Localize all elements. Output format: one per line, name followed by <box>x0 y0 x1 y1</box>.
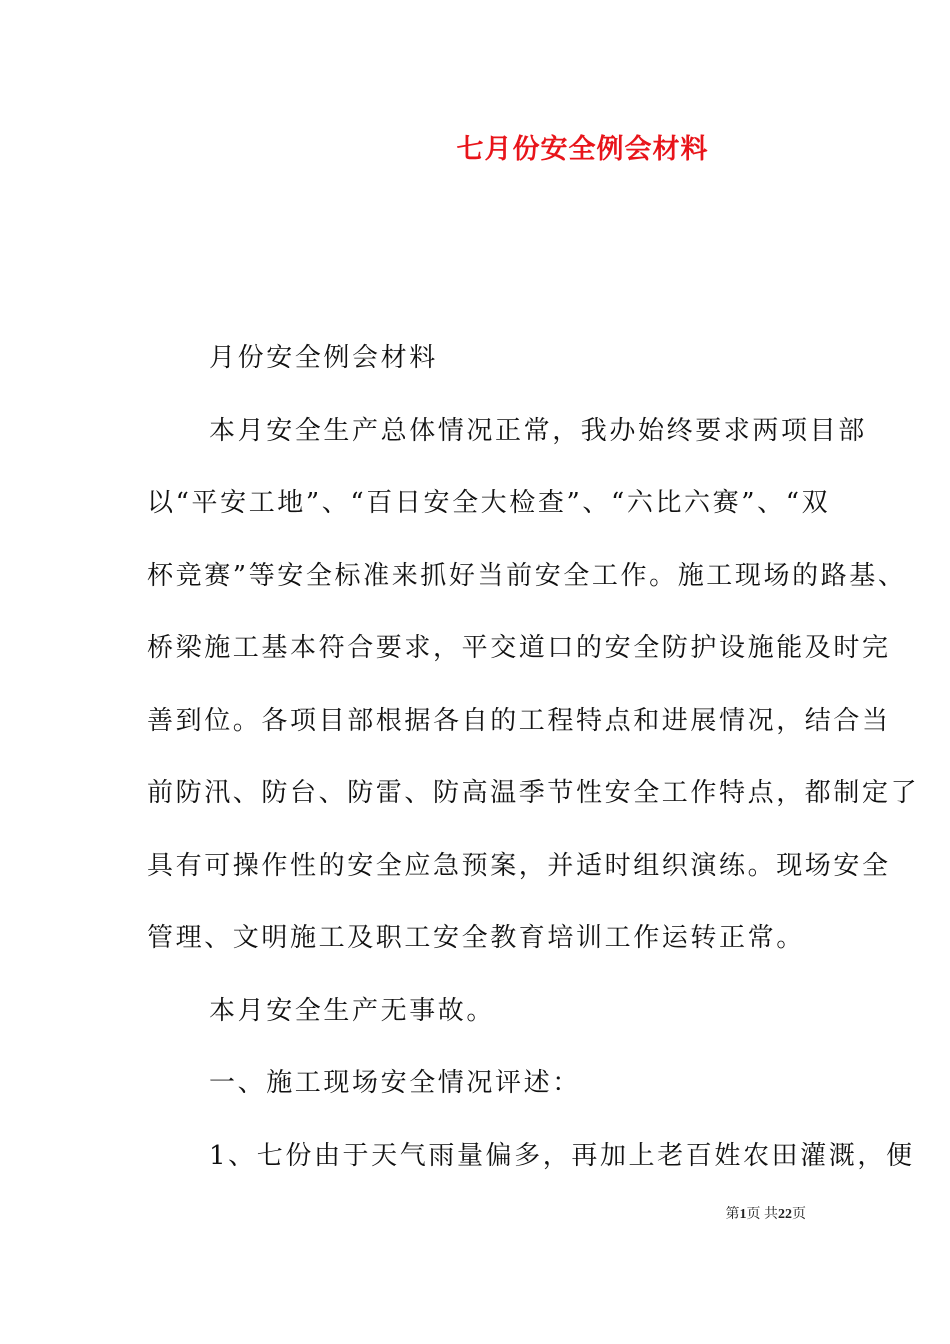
body-line: 1、七份由于天气雨量偏多，再加上老百姓农田灌溉，便 <box>209 1140 915 1171</box>
body-line: 月份安全例会材料 <box>209 343 438 373</box>
body-line: 本月安全生产总体情况正常，我办始终要求两项目部 <box>209 415 867 446</box>
document-body <box>147 322 920 1192</box>
body-line: 善到位。各项目部根据各自的工程特点和进展情况，结合当 <box>147 705 891 736</box>
body-line: 以“平安工地”、“百日安全大检查”、“六比六赛”、“双 <box>147 488 831 518</box>
body-line: 一、施工现场安全情况评述： <box>209 1068 581 1098</box>
footer-suffix: 页 <box>792 1207 806 1222</box>
body-line: 桥梁施工基本符合要求，平交道口的安全防护设施能及时完 <box>147 633 891 663</box>
footer-total-pages: 22 <box>778 1207 792 1222</box>
footer-prefix: 第 <box>725 1207 740 1222</box>
body-line: 管理、文明施工及职工安全教育培训工作运转正常。 <box>147 923 805 953</box>
page-footer <box>0 1203 806 1223</box>
body-line: 具有可操作性的安全应急预案，并适时组织演练。现场安全 <box>147 850 891 881</box>
document-title: 七月份安全例会材料 <box>456 134 709 165</box>
body-line: 本月安全生产无事故。 <box>209 995 496 1026</box>
body-line: 前防汛、防台、防雷、防高温季节性安全工作特点，都制定了 <box>147 778 920 808</box>
footer-middle: 页 共 <box>746 1207 778 1222</box>
body-line: 杯竞赛”等安全标准来抓好当前安全工作。施工现场的路基、 <box>147 560 907 591</box>
footer-page-number: 1 <box>739 1207 747 1222</box>
